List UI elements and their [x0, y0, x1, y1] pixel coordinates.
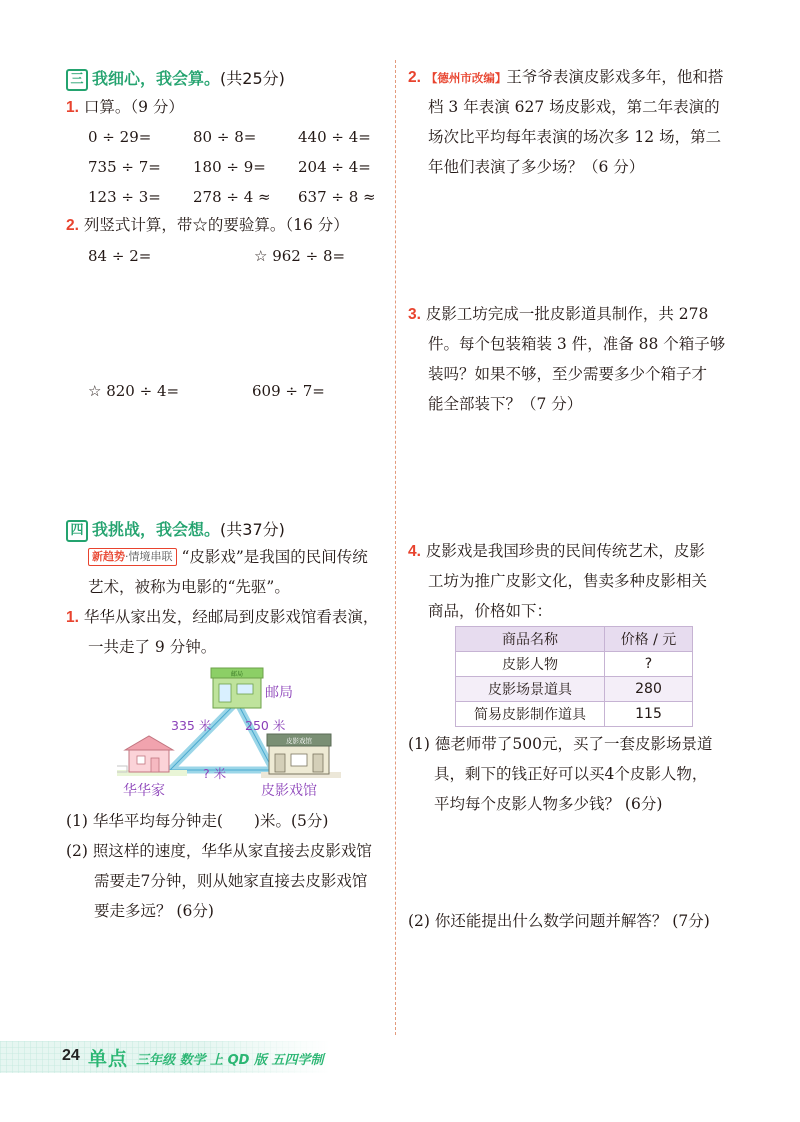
vertical-calc-4: 609 ÷ 7= — [252, 382, 325, 400]
oral-calc-3-3: 637 ÷ 8 ≈ — [298, 188, 376, 206]
section-3-title: 我细心，我会算。 — [92, 69, 221, 88]
question-text: 列竖式计算，带☆的要验算。（16 分） — [83, 216, 349, 234]
item-name: 简易皮影制作道具 — [456, 702, 605, 727]
brand-logo: 单点 — [88, 1048, 129, 1070]
right-question-2-line-2: 档 3 年表演 627 场皮影戏，第二年表演的 — [428, 98, 720, 116]
section-4-score: (共37分) — [220, 520, 285, 539]
right-question-2-line-4: 年他们表演了多少场？（6 分） — [428, 158, 645, 176]
trend-tag — [88, 548, 177, 566]
vertical-calc-1: 84 ÷ 2= — [88, 247, 152, 265]
question-number: 3. — [408, 306, 421, 323]
home-building — [117, 736, 187, 776]
oral-calc-2-2: 180 ÷ 9= — [193, 158, 266, 176]
price-table-header — [456, 627, 693, 652]
question-number: 2. — [408, 69, 421, 86]
subquestion-2-line-2: 需要走7分钟，则从她家直接去皮影戏馆 — [94, 872, 368, 890]
question-4-1-line-2: 一共走了 9 分钟。 — [88, 638, 217, 656]
page-number: 24 — [62, 1047, 80, 1064]
table-row — [456, 702, 693, 727]
theater-building — [261, 734, 341, 778]
subquestion-1: (1) 华华平均每分钟走( )米。(5分) — [66, 812, 329, 830]
oral-calc-1-2: 80 ÷ 8= — [193, 128, 257, 146]
distance-home-to-post: 335 米 — [171, 718, 212, 733]
question-text: 皮影戏是我国珍贵的民间传统艺术，皮影 — [425, 542, 705, 560]
vertical-calc-2: ☆ 962 ÷ 8= — [254, 247, 346, 265]
section-4-badge: 四 — [66, 520, 88, 542]
oral-calc-2-3: 204 ÷ 4= — [298, 158, 371, 176]
section-3-score: (共25分) — [220, 69, 285, 88]
table-row — [456, 677, 693, 702]
book-subtitle: 三年级 数学 上 QD 版 五四学制 — [136, 1053, 324, 1068]
oral-calc-3-1: 123 ÷ 3= — [88, 188, 161, 206]
right-subquestion-2: (2) 你还能提出什么数学问题并解答？ (7分) — [408, 912, 710, 930]
footer-band — [0, 1041, 800, 1073]
oral-calc-1-1: 0 ÷ 29= — [88, 128, 152, 146]
header-item-name: 商品名称 — [456, 627, 605, 652]
question-number: 1. — [66, 99, 79, 116]
trend-tag-rest: ·情境串联 — [125, 550, 173, 563]
theater-label: 皮影戏馆 — [261, 783, 317, 799]
question-number: 1. — [66, 609, 79, 626]
right-question-3-line-1 — [408, 303, 708, 326]
oral-calc-2-1: 735 ÷ 7= — [88, 158, 161, 176]
trend-tag-new: 新趋势 — [92, 550, 125, 563]
column-divider — [395, 60, 396, 1035]
theater-sign: 皮影戏馆 — [286, 737, 312, 745]
question-text: 王爷爷表演皮影戏多年，他和搭 — [506, 68, 724, 86]
trend-text: “皮影戏”是我国的民间传统 — [181, 548, 368, 566]
trend-intro-line-2: 艺术，被称为电影的“先驱”。 — [88, 578, 290, 596]
post-office-label: 邮局 — [265, 685, 293, 701]
right-question-4-line-3: 商品，价格如下： — [428, 602, 553, 620]
question-text: 口算。（9 分） — [83, 98, 184, 116]
home-label: 华华家 — [123, 783, 165, 799]
right-question-4-line-1 — [408, 540, 705, 563]
question-text: 华华从家出发，经邮局到皮影戏馆看表演， — [83, 608, 379, 626]
section-3-badge: 三 — [66, 69, 88, 91]
right-question-2-line-1 — [408, 66, 723, 89]
item-price: 280 — [605, 677, 693, 702]
post-office-sign: 邮局 — [230, 671, 244, 678]
price-table — [455, 626, 693, 727]
right-question-2-line-3: 场次比平均每年表演的场次多 12 场，第二 — [428, 128, 722, 146]
item-price: ? — [605, 652, 693, 677]
right-subquestion-1-line-2: 具，剩下的钱正好可以买4个皮影人物， — [434, 765, 708, 783]
question-number: 2. — [66, 217, 79, 234]
right-question-4-line-2: 工坊为推广皮影文化，售卖多种皮影相关 — [428, 572, 708, 590]
right-question-3-line-2: 件。每个包装箱装 3 件，准备 88 个箱子够 — [428, 335, 726, 353]
trend-intro-line-1 — [88, 546, 368, 568]
section-4-title: 我挑战，我会想。 — [92, 520, 221, 539]
section-4-heading — [66, 517, 285, 542]
section-3-heading — [66, 66, 285, 91]
source-tag: 【德州市改编】 — [425, 71, 507, 85]
header-price: 价格 / 元 — [605, 627, 693, 652]
question-number: 4. — [408, 543, 421, 560]
post-office-building — [211, 668, 263, 708]
item-name: 皮影场景道具 — [456, 677, 605, 702]
table-row — [456, 652, 693, 677]
subquestion-2-line-1: (2) 照这样的速度，华华从家直接去皮影戏馆 — [66, 842, 372, 860]
route-diagram — [115, 662, 345, 802]
route-triangle — [170, 702, 273, 770]
item-name: 皮影人物 — [456, 652, 605, 677]
right-question-3-line-3: 装吗？如果不够，至少需要多少个箱子才 — [428, 365, 708, 383]
question-text: 皮影工坊完成一批皮影道具制作，共 278 — [425, 305, 709, 323]
question-2-heading — [66, 214, 349, 237]
question-4-1-line-1 — [66, 606, 378, 629]
question-1-heading — [66, 96, 184, 119]
right-question-3-line-4: 能全部装下？（7 分） — [428, 395, 583, 413]
item-price: 115 — [605, 702, 693, 727]
right-subquestion-1-line-1: (1) 德老师带了500元，买了一套皮影场景道 — [408, 735, 713, 753]
oral-calc-1-3: 440 ÷ 4= — [298, 128, 371, 146]
distance-post-to-theater: 250 米 — [245, 718, 286, 733]
distance-home-to-theater: ? 米 — [203, 766, 227, 781]
oral-calc-3-2: 278 ÷ 4 ≈ — [193, 188, 271, 206]
subquestion-2-line-3: 要走多远？ (6分) — [94, 902, 214, 920]
right-subquestion-1-line-3: 平均每个皮影人物多少钱？ (6分) — [434, 795, 663, 813]
vertical-calc-3: ☆ 820 ÷ 4= — [88, 382, 180, 400]
